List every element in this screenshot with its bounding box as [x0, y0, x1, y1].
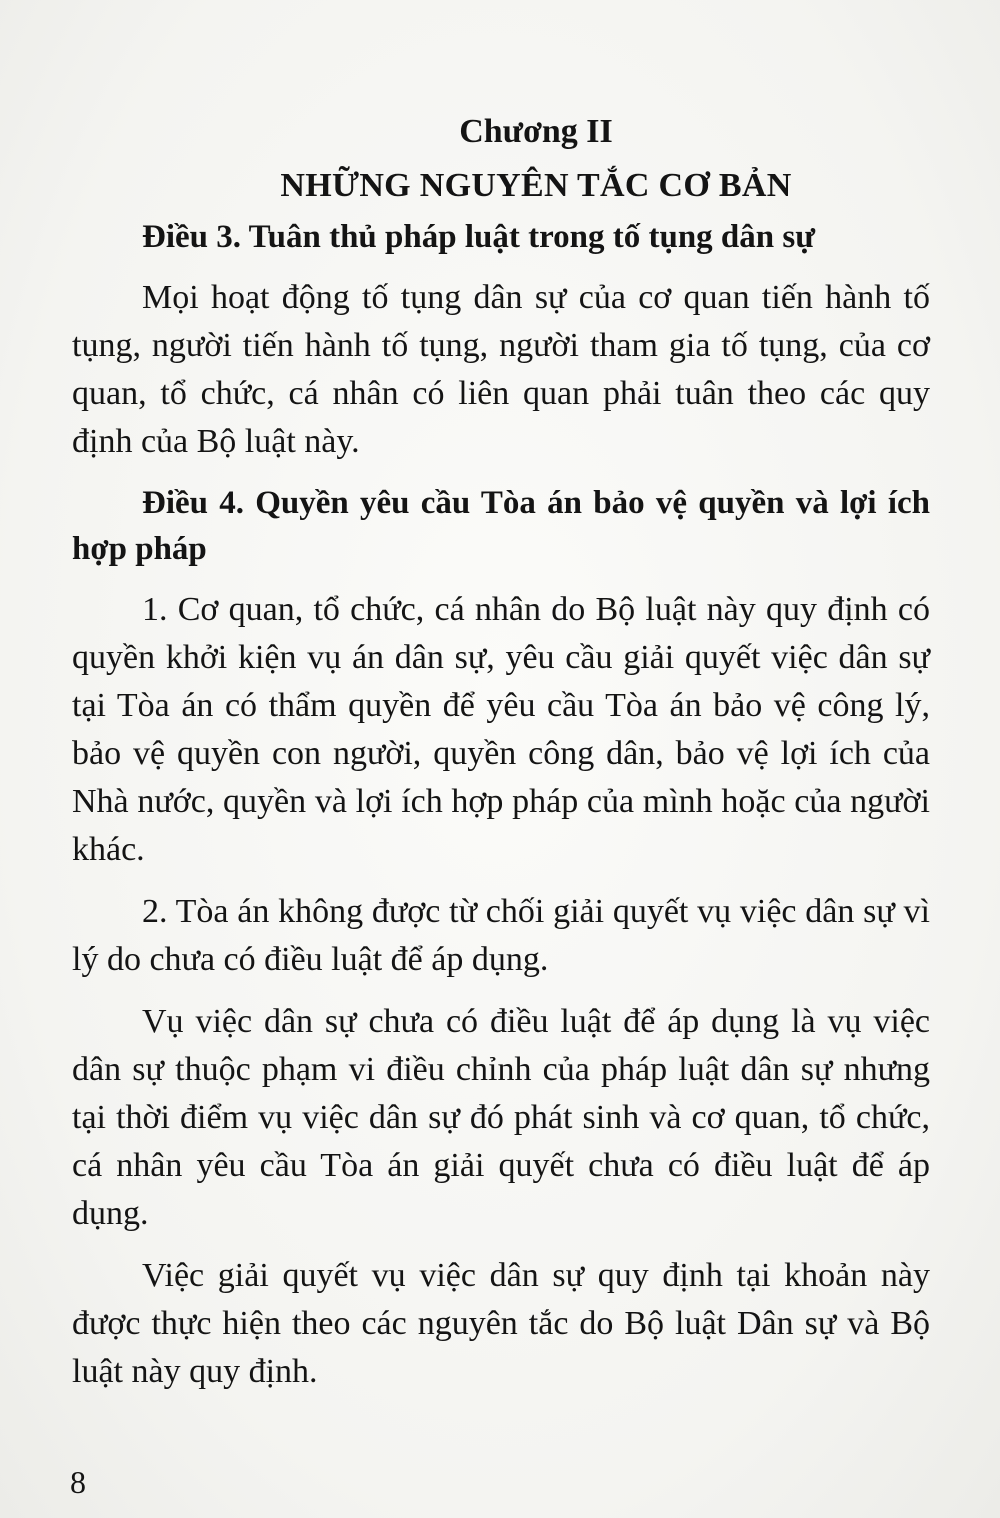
page-number: 8 — [70, 1464, 86, 1500]
chapter-number: Chương II — [459, 113, 613, 150]
article-4-clause-2: 2. Tòa án không được từ chối giải quyết vụ việc dân sự vì lý do chưa có điều luật để áp dụng. — [72, 893, 930, 978]
page-content — [72, 108, 930, 1396]
article-4-paragraph-a: Vụ việc dân sự chưa có điều luật để áp dụng là vụ việc dân sự thuộc phạm vi điều chỉnh của pháp luật dân sự nhưng tại thời điểm vụ việc dân sự đó phát sinh và cơ quan, tổ chức, cá nhân yêu cầu Tòa án giải quyết chưa có điều luật để áp dụng. — [72, 1003, 930, 1232]
article-3-heading: Điều 3. Tuân thủ pháp luật trong tố tụng dân sự — [142, 219, 816, 255]
article-3-body: Mọi hoạt động tố tụng dân sự của cơ quan tiến hành tố tụng, người tiến hành tố tụng, người tham gia tố tụng, của cơ quan, tổ chức, cá nhân có liên quan phải tuân theo các quy định của Bộ luật này. — [72, 279, 930, 460]
chapter-title: NHỮNG NGUYÊN TẮC CƠ BẢN — [280, 167, 792, 204]
article-4-paragraph-b: Việc giải quyết vụ việc dân sự quy định tại khoản này được thực hiện theo các nguyên tắc do Bộ luật Dân sự và Bộ luật này quy định. — [72, 1257, 930, 1390]
article-4-heading: Điều 4. Quyền yêu cầu Tòa án bảo vệ quyền và lợi ích hợp pháp — [72, 485, 930, 567]
article-4-clause-1: 1. Cơ quan, tổ chức, cá nhân do Bộ luật này quy định có quyền khởi kiện vụ án dân sự, yêu cầu giải quyết việc dân sự tại Tòa án có thẩm quyền để yêu cầu Tòa án bảo vệ công lý, bảo vệ quyền con người, quyền công dân, bảo vệ lợi ích của Nhà nước, quyền và lợi ích hợp pháp của mình hoặc của người khác. — [72, 591, 930, 868]
